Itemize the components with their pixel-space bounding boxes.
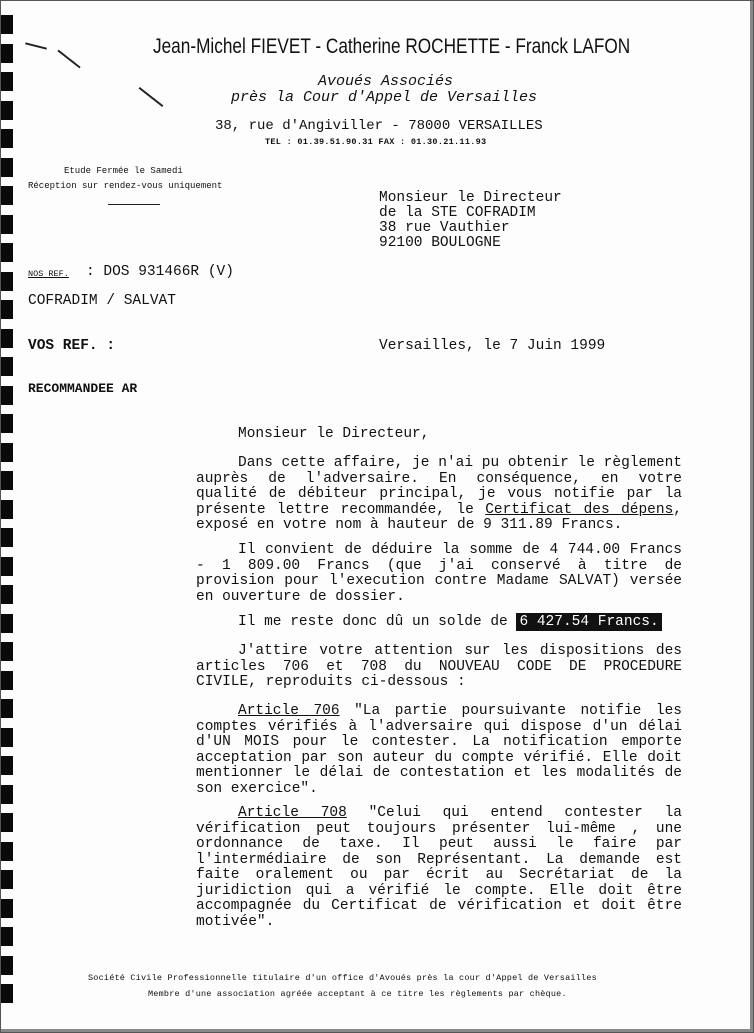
binding-tooth — [1, 842, 13, 861]
our-ref-value: : DOS 931466R (V) — [86, 264, 234, 280]
case-name: COFRADIM / SALVAT — [28, 293, 176, 309]
salutation: Monsieur le Directeur, — [238, 426, 430, 442]
paragraph-2: Il convient de déduire la somme de 4 744.00 Francs - 1 809.00 Francs (que j'ai conservé à titre de provision pour l'execution contre Madame SALVAT) versée en ouverture de dossier. — [196, 542, 682, 605]
firm-title: Avoués Associés — [318, 73, 454, 90]
binding-tooth — [1, 386, 13, 405]
binding-tooth — [1, 129, 13, 148]
binding-tooth — [1, 756, 13, 775]
paragraph-1 — [196, 456, 682, 534]
footer-line-2: Membre d'une association agréée acceptant à ce titre les règlements par chèque. — [148, 989, 567, 999]
binding-tooth — [1, 671, 13, 690]
paragraph-1-end: , exposé en votre nom à hauteur de 9 311.89 Francs. — [196, 501, 682, 533]
binding-tooth — [1, 72, 13, 91]
page-shadow-bottom — [1, 1029, 753, 1032]
binding-tooth — [1, 443, 13, 462]
page-shadow-right — [750, 1, 753, 1032]
binding-tooth — [1, 728, 13, 747]
article-706-title: Article 706 — [238, 703, 340, 719]
paragraph-1-text: Dans cette affaire, je n'ai pu obtenir le règlement auprès de l'adversaire. En conséquence, en votre qualité de débiteur principal, je vous notifie par la présente lettre recommandée, le — [196, 455, 682, 518]
article-708-text: "Celui qui entend contester la vérification peut toujours présenter lui-même , une ordonnance de taxe. Il peut aussi le faire par l'intermédiaire de son Représentant. La demande est faite oralement ou par écrit au Secrétariat de la juridiction qui a vérifié le compte. Elle doit être accompagnée du Certificat de vérification et doit être motivée". — [196, 805, 682, 930]
binding-tooth — [1, 984, 13, 1003]
binding-tooth — [1, 500, 13, 519]
binding-tooth — [1, 557, 13, 576]
recipient-line-2: de la STE COFRADIM — [379, 205, 536, 221]
place-date: Versailles, le 7 Juin 1999 — [379, 338, 606, 354]
binding-tooth — [1, 186, 13, 205]
binding-tooth — [1, 642, 13, 661]
binding-tooth — [1, 956, 13, 975]
binding-tooth — [1, 414, 13, 433]
binding-tooth — [1, 101, 13, 120]
binding-tooth — [1, 329, 13, 348]
firm-phones: TEL : 01.39.51.90.31 FAX : 01.30.21.11.93 — [265, 137, 487, 147]
binding-tooth — [1, 614, 13, 633]
binding-tooth — [1, 300, 13, 319]
firm-court: près la Cour d'Appel de Versailles — [231, 89, 538, 106]
closed-notice: Etude Fermée le Samedi — [64, 166, 183, 176]
binding-tooth — [1, 813, 13, 832]
binding-tooth — [1, 44, 13, 63]
article-706-text: "La partie poursuivante notifie les comptes vérifiés à l'adversaire qui dispose d'un délai d'UN MOIS pour le contester. La notification emporte acceptation par son auteur du compte vérifié. Elle doit mentionner le délai de contestation et les modalités de son exercice". — [196, 703, 682, 797]
binding-tooth — [1, 272, 13, 291]
binding-tooth — [1, 158, 13, 177]
paragraph-4: J'attire votre attention sur les dispositions des articles 706 et 708 du NOUVEAU CODE DE PROCEDURE CIVILE, reproduits ci-dessous : — [196, 643, 682, 690]
recipient-line-4: 92100 BOULOGNE — [379, 235, 501, 251]
paragraph-3-text: Il me reste donc dû un solde de — [238, 614, 517, 630]
partner-names: Jean-Michel FIEVET - Catherine ROCHETTE - Franck LAFON — [153, 35, 631, 58]
binding-tooth — [1, 585, 13, 604]
scan-mark — [25, 42, 47, 49]
recipient-line-1: Monsieur le Directeur — [379, 190, 562, 206]
divider — [108, 204, 160, 205]
appointment-notice: Réception sur rendez-vous uniquement — [28, 181, 223, 191]
scan-mark — [139, 87, 164, 107]
binding-tooth — [1, 528, 13, 547]
binding-tooth — [1, 15, 13, 34]
binding-tooth — [1, 927, 13, 946]
binding-tooth — [1, 870, 13, 889]
binding-tooth — [1, 243, 13, 262]
scan-mark — [57, 50, 80, 69]
paragraph-3 — [238, 614, 662, 630]
binding-tooth — [1, 215, 13, 234]
binding-tooth — [1, 471, 13, 490]
your-ref: VOS REF. : — [28, 338, 116, 354]
article-708-title: Article 708 — [238, 805, 347, 821]
balance-amount: 6 427.54 Francs. — [516, 613, 661, 631]
article-706 — [196, 704, 682, 797]
binding-tooth — [1, 899, 13, 918]
our-ref-label: NOS REF. — [28, 269, 69, 279]
article-708 — [196, 806, 682, 930]
binding-tooth — [1, 699, 13, 718]
footer-line-1: Société Civile Professionnelle titulaire d'un office d'Avoués près la cour d'Appel de Versailles — [88, 973, 597, 983]
recipient-line-3: 38 rue Vauthier — [379, 220, 510, 236]
spiral-binding — [1, 1, 23, 1032]
binding-tooth — [1, 785, 13, 804]
delivery-mode: RECOMMANDEE AR — [28, 381, 138, 396]
binding-tooth — [1, 357, 13, 376]
certificate-reference: Certificat des dépens — [485, 501, 674, 518]
firm-address: 38, rue d'Angiviller - 78000 VERSAILLES — [215, 118, 543, 134]
